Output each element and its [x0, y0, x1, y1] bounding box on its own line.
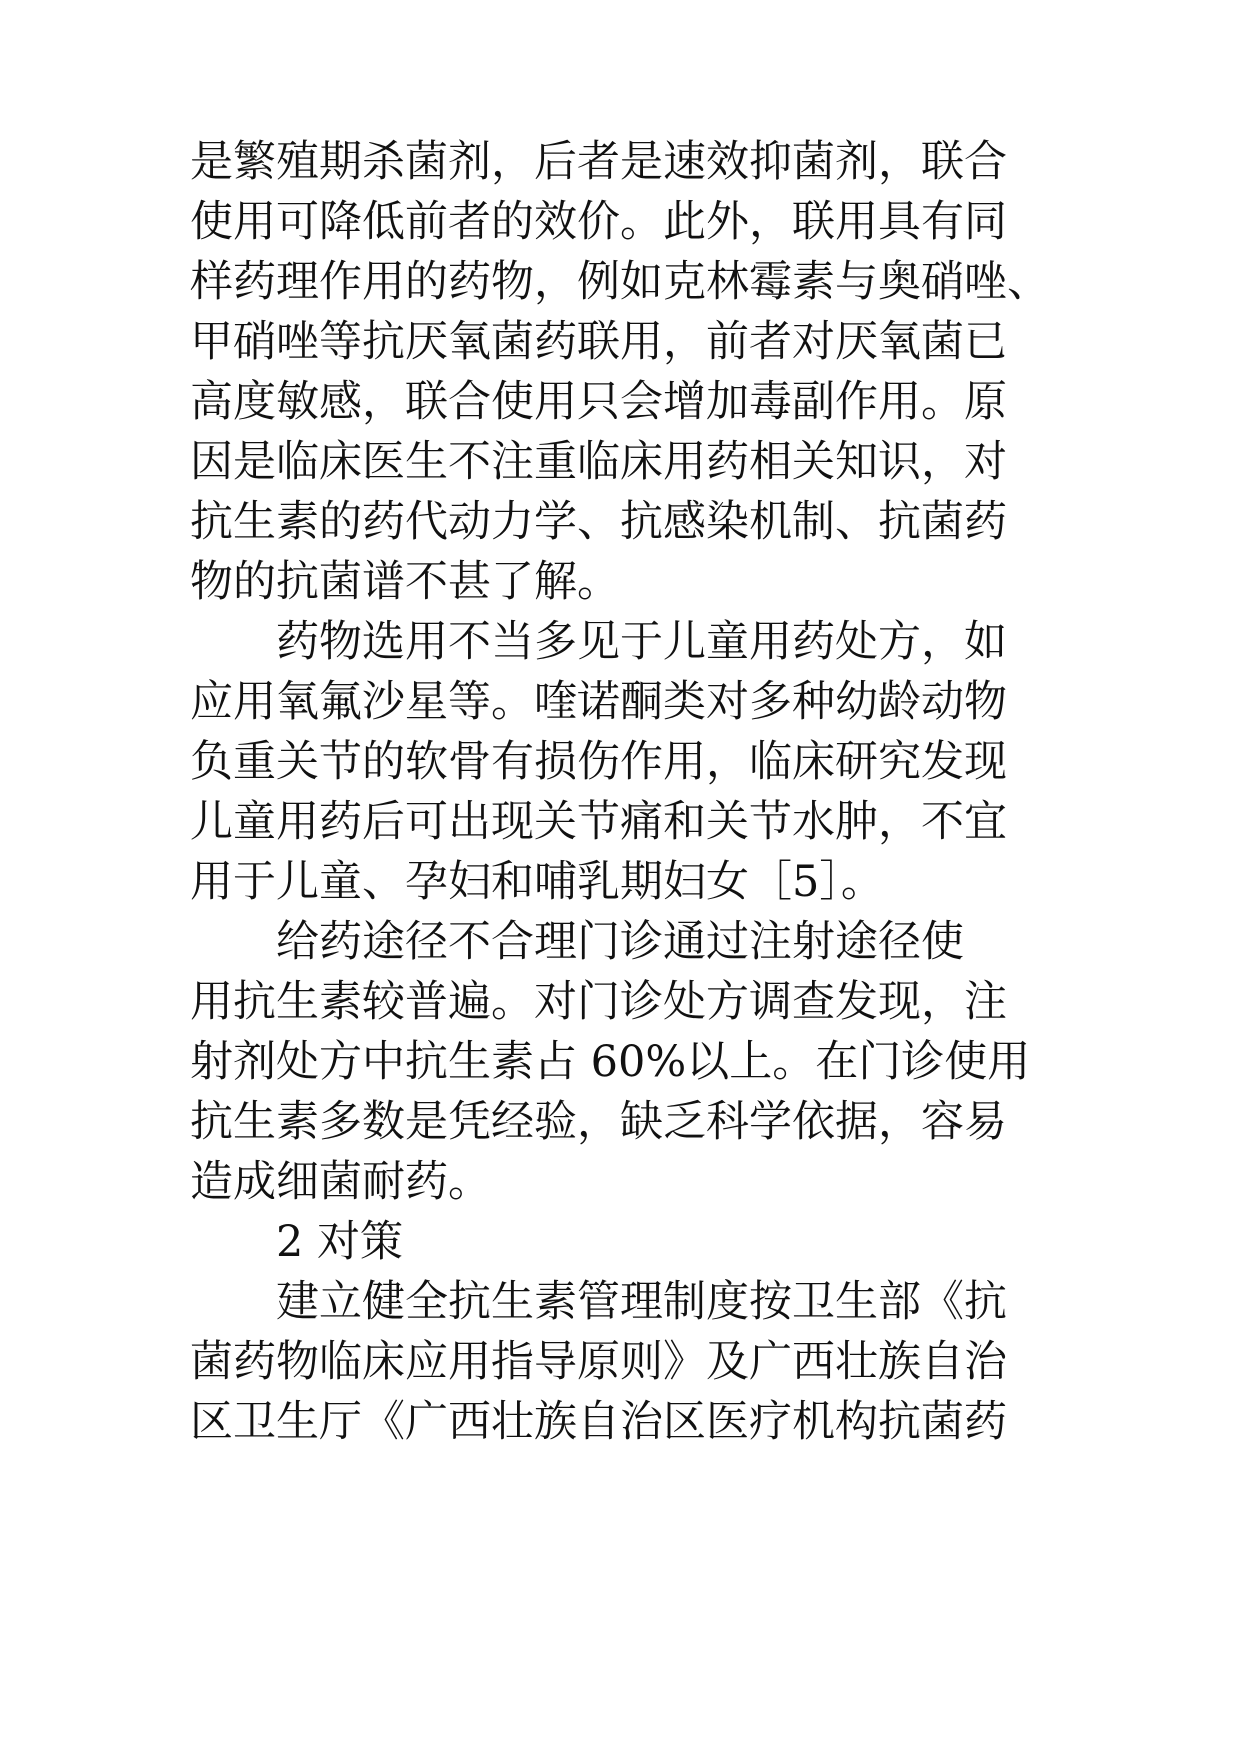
- paragraph-start-line: 建立健全抗生素管理制度按卫生部《抗: [276, 1277, 1007, 1327]
- text-line: 使用可降低前者的效价。此外，联用具有同: [190, 197, 1007, 247]
- text-line: 造成细菌耐药。: [190, 1157, 491, 1207]
- section-heading: 2 对策: [276, 1217, 404, 1267]
- text-line: 物的抗菌谱不甚了解。: [190, 557, 620, 607]
- text-line: 甲硝唑等抗厌氧菌药联用，前者对厌氧菌已: [190, 317, 1007, 367]
- text-line: 抗生素的药代动力学、抗感染机制、抗菌药: [190, 497, 1007, 547]
- text-line: 用抗生素较普遍。对门诊处方调查发现，注: [190, 977, 1007, 1027]
- text-line: 儿童用药后可出现关节痛和关节水肿，不宜: [190, 797, 1007, 847]
- text-line: 射剂处方中抗生素占 60%以上。在门诊使用: [190, 1037, 1031, 1087]
- text-line: 负重关节的软骨有损伤作用，临床研究发现: [190, 737, 1007, 787]
- text-line: 因是临床医生不注重临床用药相关知识，对: [190, 437, 1007, 487]
- text-line: 用于儿童、孕妇和哺乳期妇女［5］。: [190, 857, 884, 907]
- text-line: 应用氧氟沙星等。喹诺酮类对多种幼龄动物: [190, 677, 1007, 727]
- text-line: 是繁殖期杀菌剂，后者是速效抑菌剂，联合: [190, 137, 1007, 187]
- paragraph-start-line: 药物选用不当多见于儿童用药处方，如: [276, 617, 1007, 667]
- text-line: 抗生素多数是凭经验，缺乏科学依据，容易: [190, 1097, 1007, 1147]
- text-line: 样药理作用的药物，例如克林霉素与奥硝唑、: [190, 257, 1050, 307]
- paragraph-start-line: 给药途径不合理门诊通过注射途径使: [276, 917, 964, 967]
- text-line: 高度敏感，联合使用只会增加毒副作用。原: [190, 377, 1007, 427]
- text-line: 菌药物临床应用指导原则》及广西壮族自治: [190, 1337, 1007, 1387]
- text-line: 区卫生厅《广西壮族自治区医疗机构抗菌药: [190, 1397, 1007, 1447]
